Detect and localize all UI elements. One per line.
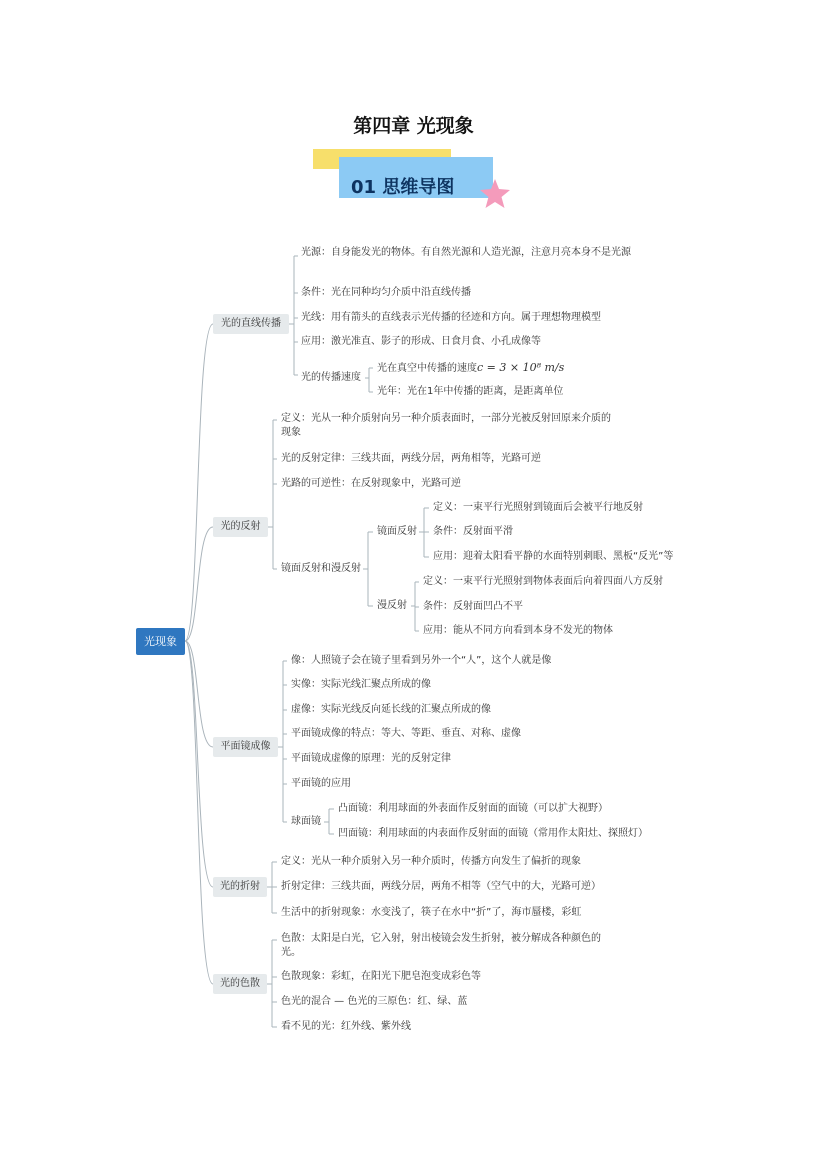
mirror-applications: 平面镜的应用 (291, 778, 351, 789)
root-node: 光现象 (136, 628, 185, 655)
branch-reflection: 光的反射 (213, 517, 268, 537)
branch-dispersion: 光的色散 (213, 974, 267, 994)
section-title: 01 思维导图 (351, 177, 455, 198)
mirror-image: 像：人照镜子会在镜子里看到另外一个“人”，这个人就是像 (291, 655, 552, 666)
reflection-types-label: 镜面反射和漫反射 (281, 563, 361, 574)
mirror-principle: 平面镜成虚像的原理：光的反射定律 (291, 753, 451, 764)
dispersion-phenomena: 色散现象：彩虹，在阳光下肥皂泡变成彩色等 (281, 971, 481, 982)
diffuse-label: 漫反射 (377, 600, 407, 611)
spherical-label: 球面镜 (291, 816, 321, 827)
mirror-convex: 凸面镜：利用球面的外表面作反射面的面镜（可以扩大视野） (338, 803, 608, 814)
diffuse-definition: 定义：一束平行光照射到物体表面后向着四面八方反射 (423, 576, 663, 587)
propagation-speed-vacuum (377, 361, 564, 376)
branch-propagation: 光的直线传播 (213, 314, 289, 334)
branch-refraction: 光的折射 (213, 877, 267, 897)
reflection-definition: 定义：光从一种介质射向另一种介质表面时，一部分光被反射回原来介质的现象 (281, 413, 611, 438)
diffuse-application: 应用：能从不同方向看到本身不发光的物体 (423, 625, 613, 636)
propagation-source: 光源：自身能发光的物体。有自然光源和人造光源，注意月亮本身不是光源 (301, 247, 631, 258)
dispersion-mixing: 色光的混合 — 色光的三原色：红、绿、蓝 (281, 996, 468, 1007)
mirror-features: 平面镜成像的特点：等大、等距、垂直、对称、虚像 (291, 728, 521, 739)
specular-application: 应用：迎着太阳看平静的水面特别刺眼、黑板“反光”等 (433, 551, 674, 562)
mirror-real-image: 实像：实际光线汇聚点所成的像 (291, 679, 431, 690)
dispersion-invisible: 看不见的光：红外线、紫外线 (281, 1021, 411, 1032)
branch-plane-mirror: 平面镜成像 (213, 737, 278, 757)
speed-vacuum-text: 光在真空中传播的速度 (377, 363, 477, 374)
refraction-phenomena: 生活中的折射现象：水变浅了，筷子在水中“折”了，海市蜃楼，彩虹 (281, 907, 582, 918)
dispersion-definition: 色散：太阳是白光，它入射，射出棱镜会发生折射，被分解成各种颜色的光。 (281, 933, 601, 958)
specular-condition: 条件：反射面平滑 (433, 526, 513, 537)
propagation-ray: 光线：用有箭头的直线表示光传播的径迹和方向。属于理想物理模型 (301, 312, 601, 323)
diffuse-condition: 条件：反射面凹凸不平 (423, 601, 523, 612)
refraction-definition: 定义：光从一种介质射入另一种介质时，传播方向发生了偏折的现象 (281, 856, 581, 867)
mirror-virtual-image: 虚像：实际光线反向延长线的汇聚点所成的像 (291, 704, 491, 715)
propagation-light-year: 光年：光在1年中传播的距离，是距离单位 (377, 386, 564, 397)
propagation-application: 应用：激光准直、影子的形成、日食月食、小孔成像等 (301, 336, 541, 347)
reflection-reversibility: 光路的可逆性：在反射现象中，光路可逆 (281, 478, 461, 489)
specular-label: 镜面反射 (377, 526, 417, 537)
chapter-title: 第四章 光现象 (353, 115, 474, 137)
propagation-condition: 条件：光在同种均匀介质中沿直线传播 (301, 287, 471, 298)
speed-formula: c = 3 × 10⁸ m/s (477, 361, 565, 374)
refraction-law: 折射定律：三线共面，两线分居，两角不相等（空气中的大，光路可逆） (281, 881, 601, 892)
propagation-speed-label: 光的传播速度 (301, 372, 361, 383)
mirror-concave: 凹面镜：利用球面的内表面作反射面的面镜（常用作太阳灶、探照灯） (338, 828, 648, 839)
specular-definition: 定义：一束平行光照射到镜面后会被平行地反射 (433, 502, 643, 513)
reflection-law: 光的反射定律：三线共面，两线分居，两角相等，光路可逆 (281, 453, 541, 464)
